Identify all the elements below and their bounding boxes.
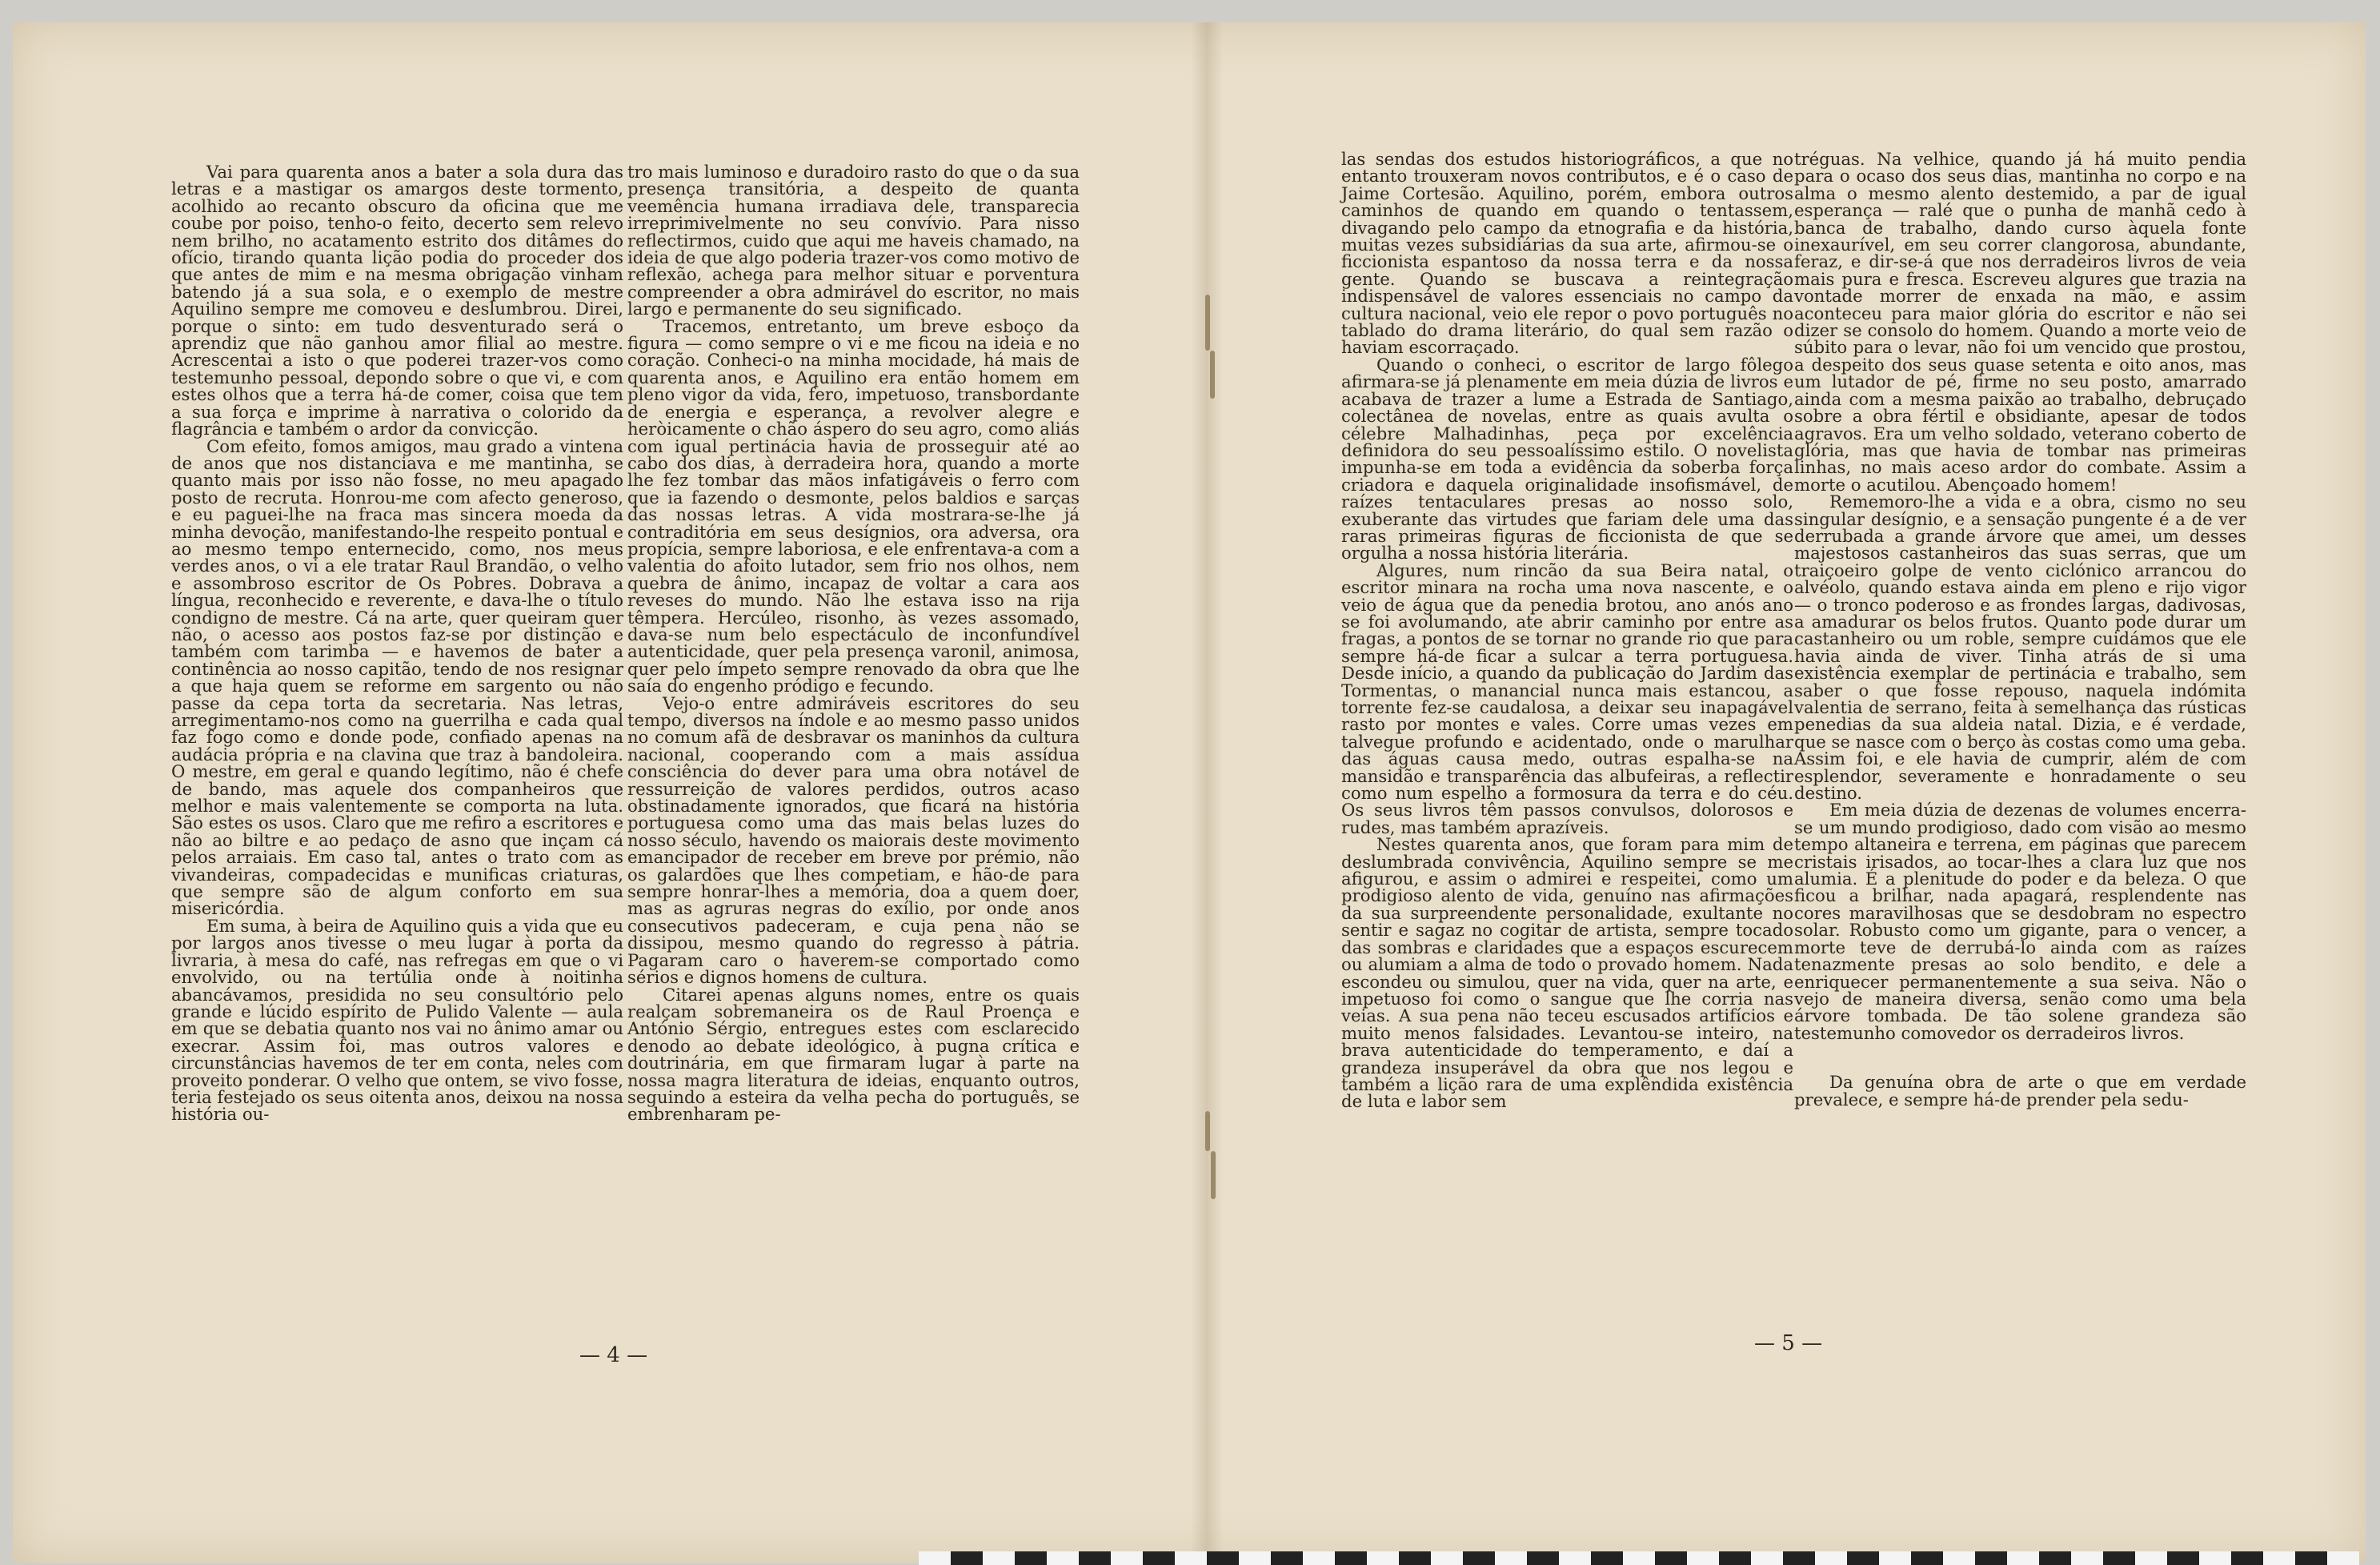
paragraph: Nestes quarenta anos, que foram para mim de deslumbrada convivência, Aquilino sempre se me afigurou, e assim o admirei e respeitei, como um prodigioso alento de vida, genuíno nas afirmações da sua surpreendente personalidade, exultante no sentir e sagaz no cogitar de artista, sempre tocado das sombras e claridades que a espaços escurecem ou alumiam a alma de todo o provado homem. Nada escondeu ou simulou, quer na vida, quer na arte, e impetuoso foi como o sangue que lhe corria nas veias. A sua pena não teceu escusados artifícios e muito menos falsidades. Levantou-se inteiro, na brava autenticidade do temperamento, e daí a grandeza insuperável da obra que nos legou e também a lição rara de uma explêndida existência de luta e labor sem [1341,834,1793,1112]
paragraph: Algures, num rincão da sua Beira natal, o escritor minara na rocha uma nova nascente, e o veio de água que da penedia brotou, ano anós ano se foi avolumando, ate abrir caminho por entre as fragas, a pontos de se tornar no grande rio que para sempre há-de ficar a sulcar a terra portuguesa. Desde início, a quando da publicação do Jardim das Tormentas, o manancial nunca mais estancou, a torrente fez-se caudalosa, a deixar seu inapagável rasto por montes e vales. Corre umas vezes em talvegue profundo e acidentado, onde o marulhar das águas causa medo, outras espalha-se na mansidão e transparência das albufeiras, a reflectir como num espelho a formosura da terra e do céu. Os seus livros têm passos convulsos, dolorosos e rudes, mas também aprazíveis. [1341,560,1793,837]
left-page-column-1 [171,163,623,1123]
paragraph: Com efeito, fomos amigos, mau grado a vintena de anos que nos distanciava e me mantinha, se quanto mais por isso não fosse, no meu apagado posto de recruta. Honrou-me com afecto generoso, e eu paguei-lhe na fraca mas sincera moeda da minha devoção, manifestando-lhe respeito pontual e ao mesmo tempo enternecido, como, nos meus verdes anos, o vi a ele tratar Raul Brandão, o velho e assombroso escritor de Os Pobres. Dobrava a língua, reconhecido e reverente, e dava-lhe o título condigno de mestre. Cá na arte, quer queiram quer não, o acesso aos postos faz-se por distinção e também com tarimba — e havemos de bater a continência ao nosso capitão, tendo de nos resignar a que haja quem se reforme em sargento ou não passe da cepa torta da secretaria. Nas letras, arregimentamo-nos como na guerrilha e cada qual faz fogo como e donde pode, confiado apenas na audácia própria e na clavina que traz à bandoleira. O mestre, em geral e quando legítimo, não é chefe de bando, mas aquele dos companheiros que melhor e mais valentemente se comporta na luta. São estes os usos. Claro que me refiro a escritores e não ao biltre e ao pedaço de asno que inçam cá pelos arraiais. Em caso tal, antes o trato com as vivandeiras, compadecidas e munificas criaturas, que sempre são de algum conforto em sua misericórdia. [171,435,623,919]
scale-ruler [919,1551,2359,1565]
right-page-column-2 [1794,150,2246,1108]
paragraph: Em suma, à beira de Aquilino quis a vida que eu por largos anos tivesse o meu lugar à porta da livraria, à mesa do café, nas refregas em que o vi envolvido, ou na tertúlia onde à noitinha abancávamos, presidida no seu consultório pelo grande e lúcido espírito de Pulido Valente — aula em que se debatia quanto nos vai no ânimo amar ou execrar. Assim foi, mas outros valores e circunstâncias havemos de ter em conta, neles com proveito ponderar. O velho que ontem, se vivo fosse, teria festejado os seus oitenta anos, deixou na nossa história ou- [171,915,623,1125]
left-page-column-2 [627,163,1080,1123]
paragraph: Em meia dúzia de dezenas de volumes encerra-se um mundo prodigioso, dado com visão ao mesmo tempo altaneira e terrena, em páginas que parecem cristais irisados, ao tocar-lhes a clara luz que nos alumia. É a plenitude do poder e da beleza. O que ficou a brilhar, nada apagará, resplendente nas cores maravilhosas que se desdobram no espectro solar. Robusto como um gigante, para o vencer, a morte teve de derrubá-lo ainda com as raízes tenazmente presas ao solo bendito, e dele a enriquecer permanentemente a sua seiva. Não o vejo de maneira diversa, senão como uma bela árvore tombada. De tão solene grandeza são testemunho comovedor os derradeiros livros. [1794,800,2246,1043]
paragraph: Quando o conheci, o escritor de largo fôlego afirmara-se já plenamente em meia dúzia de livros e acabava de trazer a lume a Estrada de Santiago, colectânea de novelas, entre as quais avulta o célebre Malhadinhas, peça por excelência definidora do seu pessoalíssimo estilo. O novelista impunha-se em toda a evidência da soberba força criadora e daquela originalidade insofismável, de raízes tentaculares presas ao nosso solo, exuberante das virtudes que fariam dele uma das raras primeiras figuras de ficcionista de que se orgulha a nossa história literária. [1341,354,1793,564]
page-number-right: — 5 — [1754,1331,1823,1355]
page-number-left: — 4 — [579,1343,648,1367]
paragraph: tréguas. Na velhice, quando já há muito pendia para o ocaso dos seus dias, mantinha no corpo e na alma o mesmo alento destemido, a par de igual esperança — ralé que o punha de manhã cedo à banca de trabalho, dando curso àquela fonte inexaurível, em seu correr clangorosa, abundante, feraz, e dir-se-á que nos derradeiros livros de veia mais pura e fresca. Escreveu algures que trazia na vontade morrer de enxada na mão, e assim aconteceu para maior glória do escritor e não sei dizer se consolo do homem. Quando a morte veio de súbito para o levar, não foi um vencido que prostou, a despeito dos seus quase setenta e oito anos, mas um lutador de pé, firme no seu posto, amarrado ainda com a mesma paixão ao trabalho, debruçado sobre a obra fértil e obsidiante, apesar de todos agravos. Era um velho soldado, veterano coberto de glória, mas que havia de tombar nas primeiras linhas, no mais aceso ardor do combate. Assim a morte o acutilou. Abençoado homem! [1794,149,2246,495]
paragraph: las sendas dos estudos historiográficos, a que no entanto trouxeram novos contributos, e é o caso de Jaime Cortesão. Aquilino, porém, embora outros caminhos de quando em quando o tentassem, divagando pelo campo da etnografia e da história, muitas vezes subsidiárias da sua arte, afirmou-se o ficcionista espantoso da nossa terra e da nossa gente. Quando se buscava a reintegração indispensável de valores essenciais no campo da cultura nacional, veio ele repor o povo português no tablado do drama literário, do qual sem razão o haviam escorraçado. [1341,149,1793,358]
paragraph: Da genuína obra de arte o que em verdade prevalece, e sempre há-de prender pela sedu- [1794,1072,2246,1110]
paragraph: Vejo-o entre admiráveis escritores do seu tempo, diversos na índole e ao mesmo passo unidos no comum afã de desbravar os maninhos da cultura nacional, cooperando com a mais assídua consciência do dever para uma obra notável de ressurreição de valores perdidos, outros acaso obstinadamente ignorados, que ficará na história portuguesa como uma das mais belas luzes do nosso século, havendo os maiorais deste movimento emancipador de receber em breve por prémio, não os galardões que lhes competiam, e hão-de para sempre honrar-lhes a memória, doa a quem doer, mas as agruras negras do exílio, por onde anos consecutivos padeceram, e cuja pena não se dissipou, mesmo quando do regresso à pátria. Pagaram caro o haverem-se comportado como sérios e dignos homens de cultura. [627,692,1080,988]
binding-stitch [1211,1151,1216,1199]
paragraph: tro mais luminoso e duradoiro rasto do que o da sua presença transitória, a despeito de quanta veemência humana irradiava dele, transparecia irreprimivelmente no seu convívio. Para nisso reflectirmos, cuido que aqui me haveis chamado, na ideia de que algo poderia trazer-vos como motivo de reflexão, achega para melhor situar e porventura compreender a obra admirável do escritor, no mais largo e permanente do seu significado. [627,162,1080,319]
binding-stitch [1210,351,1215,399]
paragraph: Rememoro-lhe a vida e a obra, cismo no seu singular desígnio, e a sensação pungente é a de ver derrubada a grande árvore que amei, um desses majestosos castanheiros das suas serras, que um traiçoeiro golpe de vento ciclónico arrancou do alvéolo, quando estava ainda em pleno e rijo vigor — o tronco poderoso e as frondes largas, dadivosas, a amadurar os belos frutos. Quanto pode durar um castanheiro ou um roble, sempre cuidámos que ele havia ainda de viver. Tinha atrás de si uma existência exemplar de pertinácia e trabalho, sem saber o que fosse repouso, naquela indómita valentia de serrano, feita à semelhança das rústicas penedias da sua aldeia natal. Dizia, e é verdade, que se nasce com o berço às costas como uma geba. Assim foi, e ele havia de cumprir, além de com esplendor, severamente e honradamente o seu destino. [1794,492,2246,804]
binding-stitch [1205,295,1210,351]
paragraph: Tracemos, entretanto, um breve esboço da figura — como sempre o vi e me ficou na ideia e no coração. Conheci-o na minha mocidade, há mais de quarenta anos, e Aquilino era então homem em pleno vigor da vida, fero, impetuoso, transbordante de energia e esperança, a revolver alegre e heròicamente o chão áspero do seu agro, como aliás com igual pertinácia havia de prosseguir até ao cabo dos dias, à derradeira hora, quando a morte lhe fez tombar das mãos infatigáveis o ferro com que ia fazendo o desmonte, pelos baldios e sarças das nossas letras. A vida mostrara-se-lhe já contraditória em seus desígnios, ora adversa, ora propícia, sempre laboriosa, e ele enfrentava-a com a valentia do afoito lutador, sem frio nos olhos, nem quebra de ânimo, incapaz de voltar a cara aos reveses do mundo. Não lhe estava isso na rija têmpera. Hercúleo, risonho, às vezes assomado, dava-se num belo espectáculo de inconfundível autenticidade, quer pela presença varonil, animosa, quer pelo ímpeto sempre renovado da obra que lhe saía do engenho pródigo e fecundo. [627,315,1080,696]
book-gutter [1191,22,1223,1563]
paragraph: Vai para quarenta anos a bater a sola dura das letras e a mastigar os amargos deste tormento, acolhido ao recanto obscuro da oficina que me coube por poiso, tenho-o feito, decerto sem relevo nem brilho, no acatamento estrito dos ditâmes do ofício, tirando quanta lição podia do proceder dos que antes de mim e na mesma obrigação vinham batendo já a sua sola, e o exemplo de mestre Aquilino sempre me comoveu e deslumbrou. Direi, porque o sinto: em tudo desventurado será o aprendiz que não ganhou amor filial ao mestre. Acrescentai a isto o que poderei trazer-vos como testemunho pessoal, depondo sobre o que vi, e com estes olhos que a terra há-de comer, coisa que tem a sua força e imprime à narrativa o colorido da flagrância e também o ardor da convicção. [171,162,623,439]
book-spread [13,22,2366,1563]
right-page-column-1 [1341,150,1793,1110]
binding-stitch [1205,1111,1210,1151]
paragraph: Citarei apenas alguns nomes, entre os quais realçam sobremaneira os de Raul Proença e António Sérgio, entregues estes com esclarecido denodo ao debate ideológico, à pugna crítica e doutrinária, em que firmaram lugar à parte na nossa magra literatura de ideias, enquanto outros, seguindo a esteira da velha pecha do português, se embrenharam pe- [627,984,1080,1125]
